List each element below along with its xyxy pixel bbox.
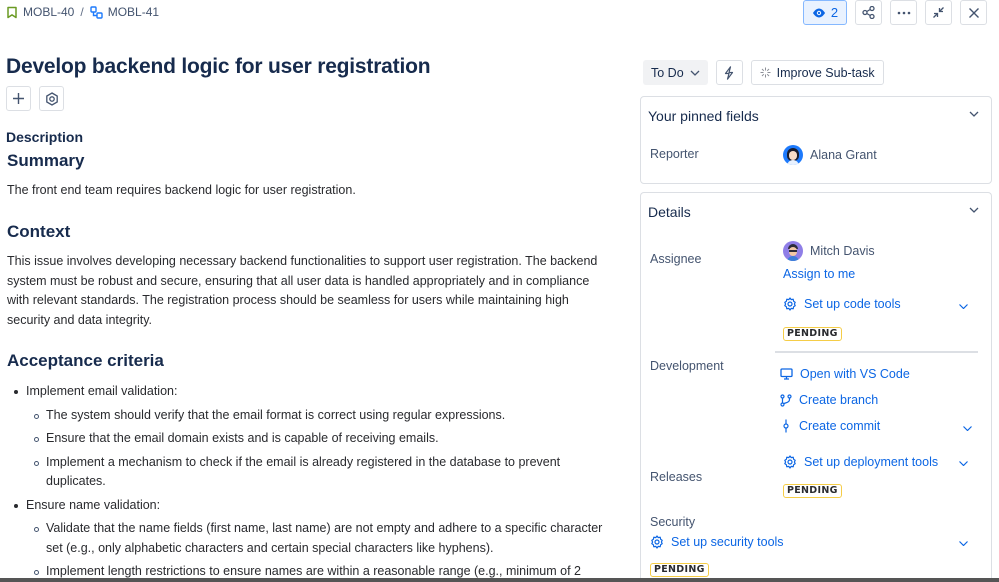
create-branch-label: Create branch (799, 393, 879, 407)
reporter-name: Alana Grant (810, 148, 877, 162)
setup-security-tools-label: Set up security tools (671, 535, 784, 549)
criteria-sublist (26, 519, 617, 582)
setup-deployment-tools-link[interactable] (783, 455, 938, 469)
status-dropdown[interactable] (643, 60, 708, 85)
more-icon (897, 11, 911, 15)
security-label: Security (650, 515, 696, 529)
minimize-icon (932, 6, 945, 19)
chevron-down-icon[interactable] (959, 461, 968, 466)
eye-icon (812, 8, 826, 18)
acceptance-list (7, 382, 617, 582)
breadcrumb-separator: / (80, 5, 84, 19)
assignee-name: Mitch Davis (810, 244, 875, 258)
open-vscode-link[interactable] (780, 367, 910, 381)
title-actions (6, 86, 64, 111)
avatar (783, 145, 803, 165)
automation-button[interactable] (716, 60, 743, 85)
watch-count: 2 (830, 5, 839, 20)
development-label: Development (650, 359, 724, 373)
criteria-subitem (26, 453, 586, 492)
sparkle-icon (760, 67, 771, 78)
lightning-icon (724, 66, 734, 80)
chevron-down-icon[interactable] (963, 426, 972, 431)
criteria-subitem (26, 519, 617, 558)
security-pending-badge: PENDING (650, 563, 709, 577)
breadcrumb (6, 4, 159, 20)
criteria-item (7, 496, 617, 582)
details-panel (640, 192, 992, 582)
open-vscode-label: Open with VS Code (800, 367, 910, 381)
create-commit-label: Create commit (799, 419, 881, 433)
criteria-sublist (26, 406, 617, 492)
criteria-text: Ensure name validation: (26, 497, 161, 512)
subitem-text: Implement a mechanism to check if the email is already registered in the database to prevent duplicates. (46, 454, 561, 488)
chevron-down-icon[interactable] (969, 111, 979, 117)
share-button[interactable] (855, 0, 882, 25)
bookmark-icon (6, 6, 18, 19)
branch-icon (780, 394, 792, 407)
hexagon-settings-icon (45, 92, 59, 106)
breadcrumb-parent[interactable] (6, 5, 74, 19)
subitem-text: Validate that the name fields (first name, last name) are not empty and adhere to a specific character set (e.g., only alphabetic characters and certain special characters like hyphens). (46, 521, 603, 555)
share-icon (862, 6, 875, 19)
issue-title[interactable]: Develop backend logic for user registration (6, 55, 431, 78)
bullet-icon (14, 504, 18, 508)
details-header[interactable]: Details (648, 204, 691, 220)
setup-security-tools-link[interactable] (650, 535, 784, 549)
circle-bullet-icon (34, 570, 39, 575)
reporter-label: Reporter (650, 147, 699, 161)
more-button[interactable] (890, 0, 917, 25)
create-commit-link[interactable] (780, 419, 880, 433)
plus-icon (12, 92, 25, 105)
assignee-user[interactable] (783, 241, 875, 261)
context-heading: Context (7, 222, 71, 241)
status-row (643, 60, 884, 85)
subitem-text: The system should verify that the email format is correct using regular expressions. (46, 407, 506, 422)
chevron-down-icon[interactable] (959, 541, 968, 546)
monitor-icon (780, 368, 793, 380)
deployment-pending-badge: PENDING (783, 484, 842, 498)
description-label: Description (6, 129, 84, 145)
setup-deployment-tools-label: Set up deployment tools (804, 455, 939, 469)
commit-icon (780, 419, 792, 433)
setup-code-tools-link[interactable] (783, 297, 901, 311)
close-button[interactable] (960, 0, 987, 25)
chevron-down-icon[interactable] (969, 207, 979, 213)
code-tools-pending-badge: PENDING (783, 327, 842, 341)
breadcrumb-current[interactable] (90, 5, 159, 19)
avatar (783, 241, 803, 261)
minimize-button[interactable] (925, 0, 952, 25)
criteria-subitem (26, 406, 617, 426)
status-label: To Do (651, 65, 684, 80)
summary-heading: Summary (7, 151, 85, 170)
pinned-fields-panel (640, 96, 992, 184)
assignee-label: Assignee (650, 252, 702, 266)
watch-button[interactable] (803, 0, 847, 25)
reporter-user[interactable] (783, 145, 877, 165)
divider (775, 351, 978, 353)
chevron-down-icon[interactable] (959, 304, 968, 309)
bullet-icon (14, 390, 18, 394)
criteria-subitem (26, 429, 617, 449)
improve-subtask-button[interactable] (751, 60, 884, 85)
gear-icon (783, 297, 797, 311)
releases-label: Releases (650, 470, 703, 484)
chevron-down-icon (690, 70, 700, 76)
criteria-text: Implement email validation: (26, 384, 178, 398)
gear-icon (650, 535, 664, 549)
circle-bullet-icon (34, 437, 39, 442)
circle-bullet-icon (34, 461, 39, 466)
summary-text: The front end team requires backend logic for user registration. (7, 183, 356, 197)
add-button[interactable] (6, 86, 31, 111)
improve-label: Improve Sub-task (776, 65, 875, 80)
circle-bullet-icon (34, 527, 39, 532)
parent-key: MOBL-40 (23, 5, 75, 19)
criteria-item (7, 382, 617, 492)
current-key: MOBL-41 (107, 5, 160, 19)
subtask-icon (90, 6, 103, 19)
subitem-text: Ensure that the email domain exists and is capable of receiving emails. (46, 431, 439, 445)
context-text: This issue involves developing necessary backend functionalities to support user registration. The backend system must be robust and secure, ensuring that all user data is handled appropriately and in compliance with relevant standards. The registration process should be seamless for users while maintaining high security and data integrity. (7, 254, 598, 327)
apps-button[interactable] (39, 86, 64, 111)
assign-to-me-link[interactable]: Assign to me (783, 267, 856, 281)
acceptance-heading: Acceptance criteria (7, 351, 164, 370)
create-branch-link[interactable] (780, 393, 878, 407)
circle-bullet-icon (34, 414, 39, 419)
pinned-fields-header[interactable]: Your pinned fields (648, 108, 759, 124)
gear-icon (783, 455, 797, 469)
setup-code-tools-label: Set up code tools (804, 297, 901, 311)
bottom-edge (0, 578, 999, 582)
subitem-text: Implement length restrictions to ensure names are within a reasonable range (e.g., minimum of 2 (46, 564, 581, 578)
top-actions (803, 0, 987, 25)
close-icon (968, 7, 980, 19)
